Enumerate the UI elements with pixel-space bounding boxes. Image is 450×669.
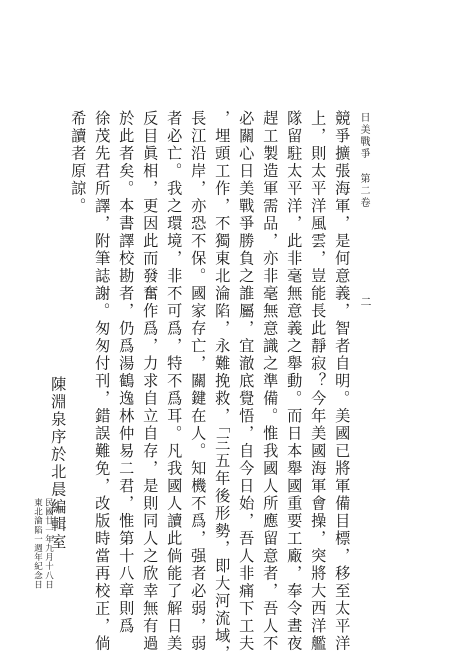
running-header: 日美戰爭 第二卷 xyxy=(358,112,369,209)
text-line: 上，則太平洋風雲，豈能長此靜寂？今年美國海軍會操，突將大西洋艦 xyxy=(309,110,328,653)
text-line: 於此者矣。本書譯校勘者，仍爲湯鶴逸林仲易二君，惟第十八章則爲 xyxy=(117,110,136,635)
text-line: 者必亡。我之環境，非不可爲，特不爲耳。凡我國人讀此倘能了解日美 xyxy=(165,110,184,653)
text-line: 徐茂先君所譯，附筆誌謝。匆匆付刊，錯誤難免，改版時當再校正，倘 xyxy=(93,110,112,653)
text-line: 隊留駐太平洋，此非毫無意義之舉動。而日本舉國重要工廠，奉令晝夜 xyxy=(285,110,304,653)
text-line: 必關心日美戰爭勝負之誰屬，宜澈底覺悟，自今日始，吾人非痛下工夫 xyxy=(237,110,256,653)
text-line: 長江沿岸，亦恐不保。國家存亡，關鍵在人。知機不爲，强者必弱，弱 xyxy=(189,110,208,653)
date-line: 民國廿一年九月十八日 xyxy=(43,498,54,589)
text-line: 競爭擴張海軍，是何意義，智者自明。美國已將軍備目標，移至太平洋 xyxy=(333,110,352,653)
text-line: ，埋頭工作，不獨東北淪陷，永難挽救，「三五年後形勢，即大河流域， xyxy=(213,110,232,663)
text-line: 希讀者原諒。 xyxy=(69,110,88,215)
text-line: 趕工製造軍需品，亦非毫無意識之準備。惟我國人所應留意者，吾人不 xyxy=(261,110,280,653)
text-line: 反目眞相，更因此而發奮作爲，力求自立自存，是則同人之欣幸無有過 xyxy=(141,110,160,653)
page-number: 二 xyxy=(359,296,372,307)
date-line: 東北淪陷一週年紀念日 xyxy=(32,498,43,589)
preface-signature: 陳淵泉序於北晨編輯室 xyxy=(49,376,68,551)
